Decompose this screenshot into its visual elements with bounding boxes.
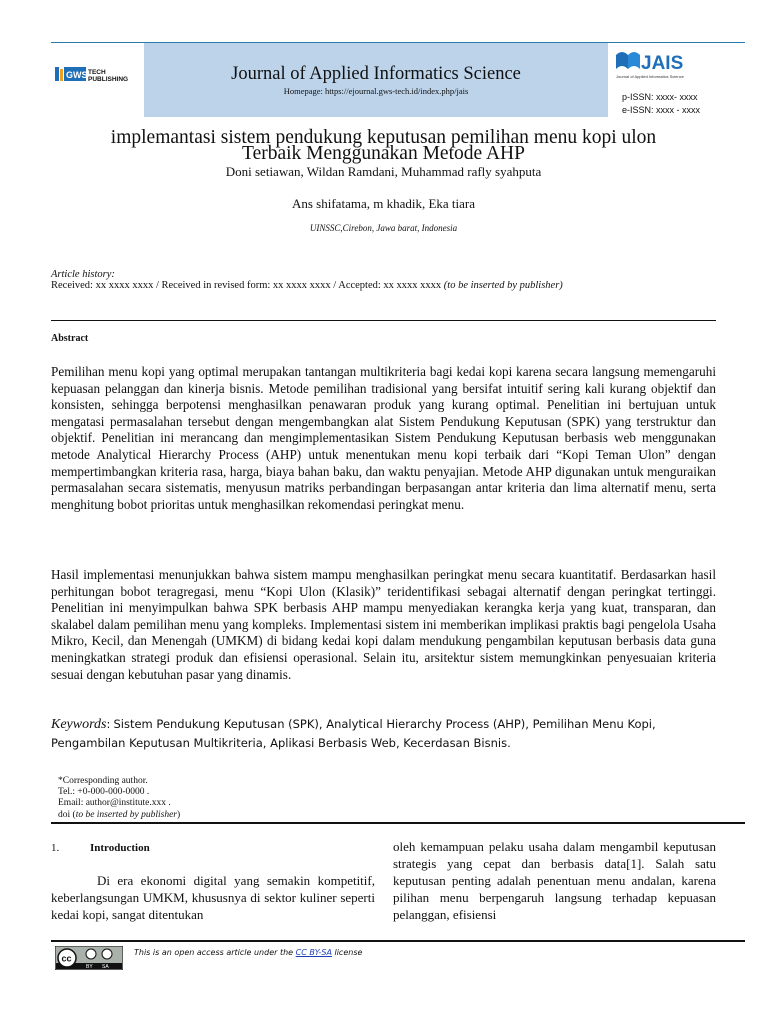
svg-text:SA: SA — [102, 964, 109, 970]
publisher-logo — [51, 43, 144, 117]
affiliation: UINSSC,Cirebon, Jawa barat, Indonesia — [309, 223, 458, 233]
keywords: Keywords: Sistem Pendukung Keputusan (SPK), Analytical Hierarchy Process (AHP), Pemilihan Menu Kopi, Pengambilan Keputusan Multikriteria, Aplikasi Berbasis Web, Kecerdasan Bisnis. — [51, 717, 656, 750]
svg-text:GWS: GWS — [66, 70, 88, 80]
authors-line-2: Ans shifatama, m khadik, Eka tiara — [291, 196, 476, 211]
keywords-text: Sistem Pendukung Keputusan (SPK), Analytical Hierarchy Process (AHP), Pemilihan Menu Kopi, Pengambilan Keputusan Multikriteria, Aplikasi Berbasis Web, Kecerdasan Bisnis. — [51, 717, 656, 750]
svg-text:BY: BY — [86, 964, 93, 970]
history-dates: Received: xx xxxx xxxx / Received in revised form: xx xxxx xxxx / Accepted: xx xxxx xxxx (to be inserted by publisher) — [51, 280, 563, 291]
svg-text:PUBLISHING: PUBLISHING — [88, 76, 129, 83]
svg-text:Journal of Applied Informatics: Journal of Applied Informatics Science — [616, 74, 684, 79]
intro-right-column: oleh kemampuan pelaku usaha dalam mengambil keputusan strategis yang cepat dan berbasis data[1]. Salah satu keputusan penting adalah penentuan menu andalan, karena pilihan menu berpengaruh langsung terhadap kepuasan pelanggan, efisiensi — [393, 839, 716, 922]
title-line-1: implemantasi sistem pendukung keputusan pemilihan menu kopi ulon — [110, 127, 657, 148]
journal-homepage[interactable]: Homepage: https://ejournal.gws-tech.id/index.php/jais — [283, 86, 469, 96]
footer-rule — [51, 940, 745, 942]
license-link[interactable]: CC BY-SA — [295, 948, 332, 957]
license-text: This is an open access article under the CC BY-SA license — [134, 948, 363, 957]
paper-title — [51, 127, 716, 164]
intro-heading: 1. Introduction — [51, 842, 150, 854]
history-label: Article history: — [51, 269, 115, 280]
abstract-paragraph-2: Hasil implementasi menunjukkan bahwa sistem mampu menghasilkan peringkat menu secara kuantitatif. Berdasarkan hasil perhitungan bobot teragregasi, menu “Kopi Ulon (Klasik)” teridentifikasi sebagai alternatif dengan peringkat tertinggi. Penelitian ini menyimpulkan bahwa SPK berbasis AHP mampu menyediakan kerangka kerja yang kuat, transparan, dan skalabel dalam pemilihan menu yang kompleks. Implementasi sistem ini memberikan implikasi praktis bagi pengelola Usaha Mikro, Kecil, dan Menengah (UMKM) di bidang kedai kopi dalam mendukung pengambilan keputusan berbasis data guna meningkatkan strategi produk dan efisiensi operasional. Selain itu, arsitektur sistem memungkinkan penyesuaian kriteria sesuai dengan kebutuhan pasar yang dinamis. — [51, 567, 716, 682]
journal-title: Journal of Applied Informatics Science — [231, 64, 521, 84]
intro-left-column: Di era ekonomi digital yang semakin kompetitif, keberlangsungan UMKM, khususnya di sektor kuliner seperti kedai kopi, sangat ditentukan — [51, 873, 375, 922]
authors-line-1: Doni setiawan, Wildan Ramdani, Muhammad rafly syahputa — [225, 164, 542, 179]
divider — [51, 320, 716, 321]
cc-license-icon — [55, 946, 123, 970]
gws-logo-icon — [51, 43, 144, 117]
svg-text:JAIS: JAIS — [641, 53, 684, 74]
keywords-label: Keywords — [51, 717, 107, 732]
jais-logo-icon — [608, 43, 745, 83]
e-issn: e-ISSN: xxxx - xxxx — [622, 105, 701, 115]
svg-text:TECH: TECH — [88, 69, 106, 76]
svg-text:cc: cc — [61, 953, 72, 964]
p-issn: p-ISSN: xxxx- xxxx — [622, 92, 698, 102]
abstract-heading: Abstract — [51, 333, 89, 344]
corresponding-author: *Corresponding author. Tel.: +0-000-000-0000 . Email: author@institute.xxx . doi (to be inserted by publisher) — [58, 776, 181, 820]
abstract-paragraph-1: Pemilihan menu kopi yang optimal merupakan tantangan multikriteria bagi kedai kopi karena secara langsung memengaruhi kepuasan pelanggan dan kinerja bisnis. Metode pemilihan tradisional yang bersifat intuitif sering kali kurang objektif dan konsisten, sehingga berpotensi menghasilkan penawaran produk yang kurang optimal. Penelitian ini bertujuan untuk mengatasi permasalahan tersebut dengan mengembangkan alat Sistem Pendukung Keputusan (SPK) yang terstruktur dan objektif. Penelitian ini merancang dan mengimplementasikan Sistem Pendukung Keputusan berbasis web menggunakan metode Analytical Hierarchy Process (AHP) untuk menentukan menu kopi terbaik dari “Kopi Teman Ulon” dengan mempertimbangkan kriteria rasa, harga, biaya bahan baku, dan waktu penyajian. Metode AHP digunakan untuk menguraikan permasalahan secara sistematis, menyusun matriks perbandingan berpasangan antar kriteria dan lima alternatif menu, serta menghitung bobot prioritas untuk menghasilkan rekomendasi peringkat menu. — [51, 364, 716, 512]
history-note: (to be inserted by publisher) — [443, 280, 563, 291]
section-divider — [51, 822, 745, 824]
cc-by-sa-badge — [55, 946, 123, 970]
title-line-2: Terbaik Menggunakan Metode AHP — [242, 143, 525, 164]
